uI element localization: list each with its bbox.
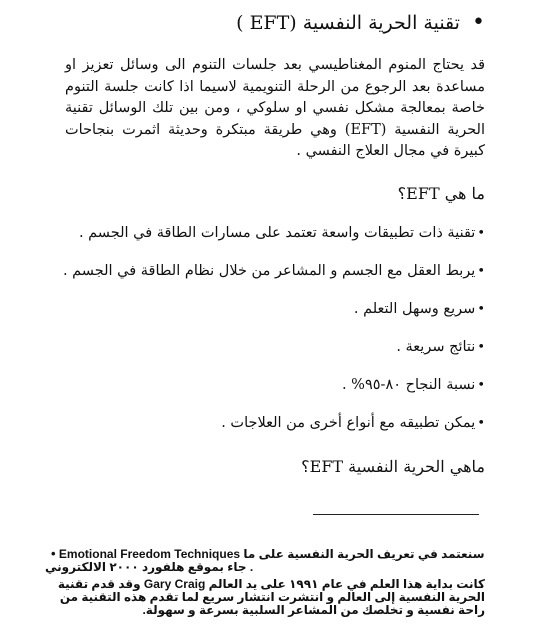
list-item-text: تقنية ذات تطبيقات واسعة تعتمد على مسارات الطاقة في الجسم .	[78, 225, 476, 241]
list-item-text: نسبة النجاح ٨٠-٩٥% .	[341, 377, 476, 393]
eft-features-list	[62, 222, 485, 450]
list-item	[65, 336, 485, 374]
what-is-freedom-heading: ماهي الحرية النفسية EFT؟	[301, 457, 485, 476]
footnote-text: Emotional Freedom Techniques سنعتمد في تعريف الحرية النفسية على ما جاء بموقع هلفورد ٢٠٠٠ الالكتروني .	[45, 547, 485, 574]
bullet-mark: •	[477, 264, 485, 279]
bullet-mark: •	[477, 416, 485, 431]
list-item-text: نتائج سريعة .	[396, 339, 476, 355]
list-item	[65, 298, 485, 336]
list-item-text: سريع وسهل التعلم .	[353, 301, 476, 317]
list-item-text: يربط العقل مع الجسم و المشاعر من خلال نظام الطاقة في الجسم .	[62, 263, 476, 279]
section-title	[236, 10, 485, 36]
footnote-1	[45, 547, 485, 574]
list-item	[65, 412, 485, 450]
bullet-mark: •	[477, 340, 485, 355]
bullet-mark: •	[477, 378, 485, 393]
footnote-divider	[313, 514, 479, 515]
intro-paragraph: قد يحتاج المنوم المغناطيسي بعد جلسات التنوم الى وسائل تعزيز او مساعدة بعد الرجوع من الرحلة التنويمية لاسيما اذا كانت جلسة التنوم خاصة بمعالجة مشكل نفسي او سلوكي ، ومن بين تلك الوسائل تقنية الحرية النفسية (EFT) وهي طريقة مبتكرة وحديثة اثمرت بنجاحات كبيرة في مجال العلاج النفسي .	[65, 57, 485, 159]
list-item	[65, 222, 485, 260]
footnote-2	[45, 578, 485, 617]
bullet-mark: •	[477, 302, 485, 317]
list-item-text: يمكن تطبيقه مع أنواع أخرى من العلاجات .	[221, 415, 476, 431]
list-item	[65, 374, 485, 412]
footnote-text: كانت بداية هذا العلم في عام ١٩٩١ على يد العالم Gary Craig وقد قدم تقنية الحرية النفسية إلى العالم و انتشرت انتشار سريع لما تقدم هذه التقنية من راحة نفسية و تخلصك من المشاعر السلبية بسرعة و سهولة.	[57, 577, 485, 617]
what-is-eft-heading: ما هي EFT؟	[397, 184, 485, 203]
list-item	[62, 260, 485, 298]
title-bullet: •	[472, 10, 485, 35]
footnote-bullet: •	[51, 546, 56, 561]
bullet-mark: •	[477, 226, 485, 241]
title-text: تقنية الحرية النفسية (EFT )	[236, 12, 460, 34]
